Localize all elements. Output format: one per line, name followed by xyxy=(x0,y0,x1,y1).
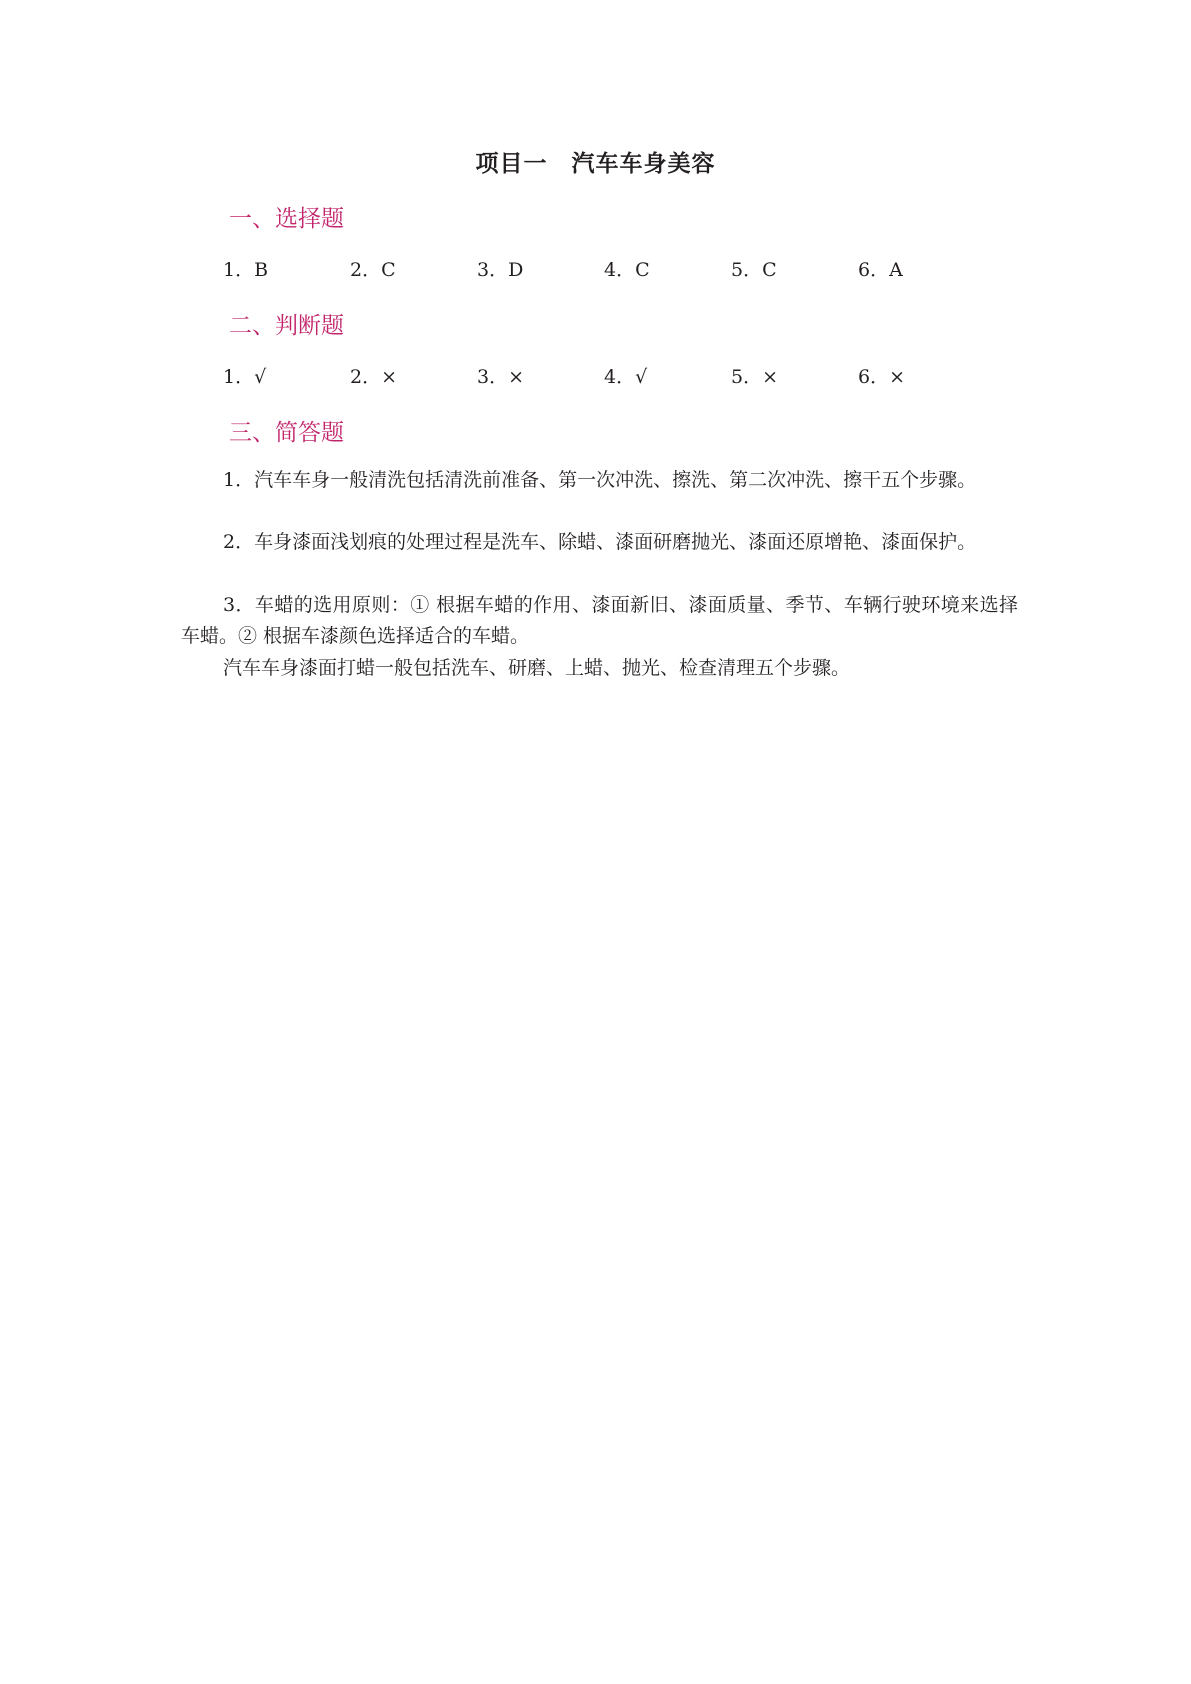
judge-answer-2: 2．× xyxy=(350,366,398,388)
title-project-name: 汽车车身美容 xyxy=(571,151,716,177)
choice-answers xyxy=(223,255,983,283)
choice-answer-1: 1．B xyxy=(223,259,269,281)
section-heading-short: 三、简答题 xyxy=(229,420,344,446)
judge-answer-3: 3．× xyxy=(477,366,525,388)
judge-answer-5: 5．× xyxy=(731,366,779,388)
section-heading-choice: 一、选择题 xyxy=(229,206,344,232)
short-answer-1: 1．汽车车身一般清洗包括清洗前准备、第一次冲洗、擦洗、第二次冲洗、擦干五个步骤。 xyxy=(223,469,977,491)
judge-answer-1: 1．√ xyxy=(223,366,267,388)
choice-answer-3: 3．D xyxy=(477,259,524,281)
choice-answer-6: 6．A xyxy=(858,259,903,281)
judge-answer-6: 6．× xyxy=(858,366,906,388)
judge-answer-4: 4．√ xyxy=(604,366,648,388)
choice-answer-4: 4．C xyxy=(604,259,650,281)
short-answer-4: 汽车车身漆面打蜡一般包括洗车、研磨、上蜡、抛光、检查清理五个步骤。 xyxy=(223,657,851,679)
page-title xyxy=(0,145,1191,178)
choice-answer-5: 5．C xyxy=(731,259,777,281)
title-project-number: 项目一 xyxy=(475,151,548,177)
judge-answers xyxy=(223,362,983,390)
short-answer-2: 2．车身漆面浅划痕的处理过程是洗车、除蜡、漆面研磨抛光、漆面还原增艳、漆面保护。 xyxy=(223,531,977,553)
section-heading-judge: 二、判断题 xyxy=(229,313,344,339)
short-answer-3: 3．车蜡的选用原则：① 根据车蜡的作用、漆面新旧、漆面质量、季节、车辆行驶环境来选择车蜡。② 根据车漆颜色选择适合的车蜡。 xyxy=(181,594,1018,647)
choice-answer-2: 2．C xyxy=(350,259,396,281)
